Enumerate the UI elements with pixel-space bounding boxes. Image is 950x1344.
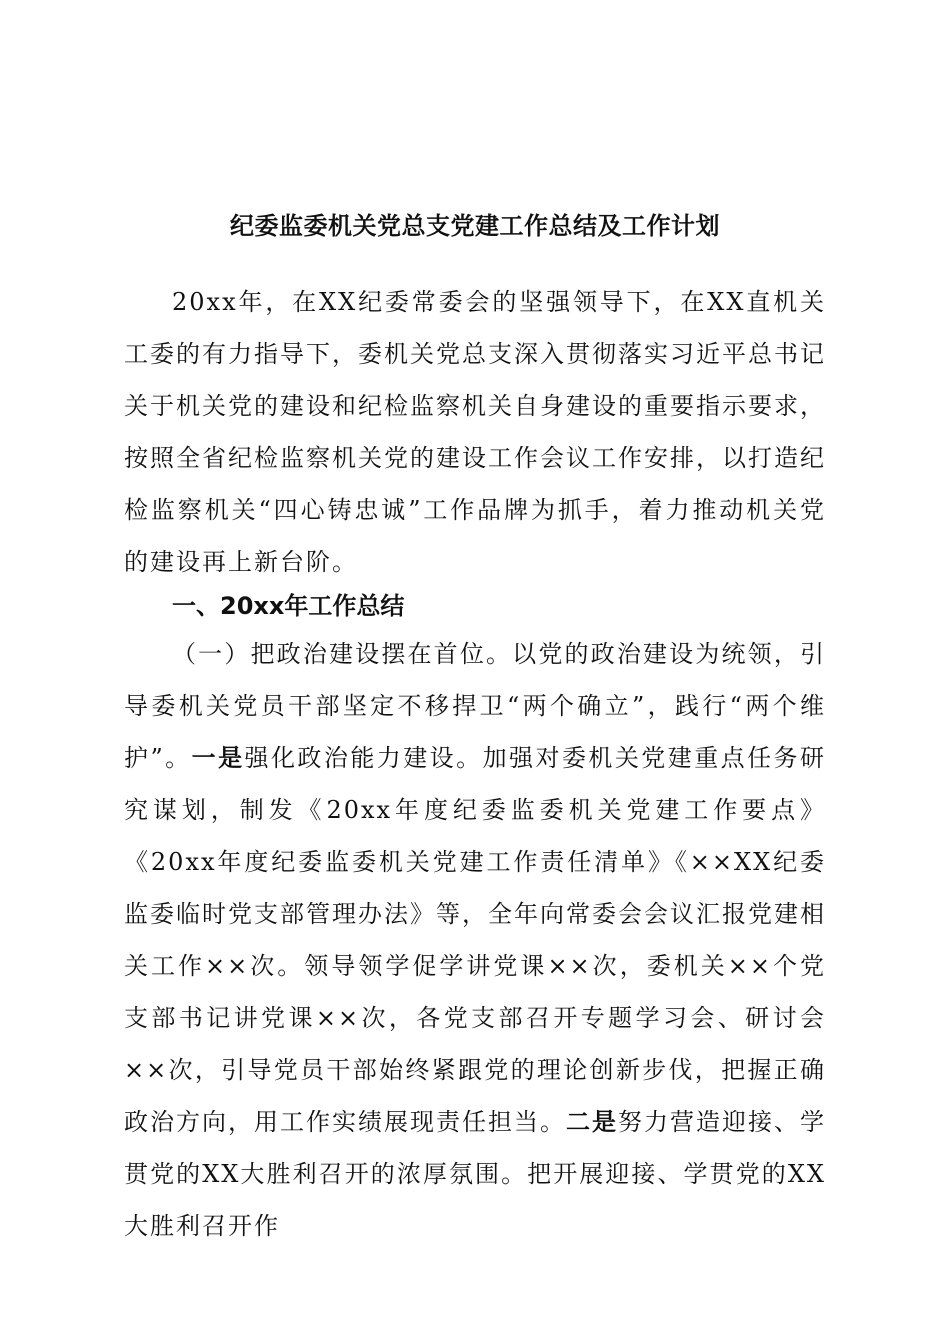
section-heading: 一、20xx年工作总结 <box>172 592 405 620</box>
point-text-two: 努力营造迎接、学贯党的XX大胜利召开的浓厚氛围。把开展迎接、学贯党的XX大胜利召开作 <box>124 1108 826 1240</box>
point-label-one: 一是 <box>191 744 245 772</box>
section-paragraph <box>124 628 826 1252</box>
paragraph-lead: （一）把政治建设摆在首位。以党的政治建设为统领，引导委机关党员干部坚定不移捍卫“两个确立”，践行“两个维护”。 <box>124 640 826 772</box>
intro-paragraph: 20xx年，在XX纪委常委会的坚强领导下，在XX直机关工委的有力指导下，委机关党总支深入贯彻落实习近平总书记关于机关党的建设和纪检监察机关自身建设的重要指示要求，按照全省纪检监察机关党的建设工作会议工作安排，以打造纪检监察机关“四心铸忠诚”工作品牌为抓手，着力推动机关党的建设再上新台阶。 <box>124 288 826 576</box>
document-title: 纪委监委机关党总支党建工作总结及工作计划 <box>230 212 720 240</box>
point-text-one: 强化政治能力建设。加强对委机关党建重点任务研究谋划，制发《20xx年度纪委监委机关党建工作要点》《20xx年度纪委监委机关党建工作责任清单》《××XX纪委监委临时党支部管理办法》等，全年向常委会会议汇报党建相关工作××次。领导领学促学讲党课××次，委机关××个党支部书记讲党课××次，各党支部召开专题学习会、研讨会××次，引导党员干部始终紧跟党的理论创新步伐，把握正确政治方向，用工作实绩展现责任担当。 <box>124 744 826 1136</box>
point-label-two: 二是 <box>566 1108 618 1136</box>
